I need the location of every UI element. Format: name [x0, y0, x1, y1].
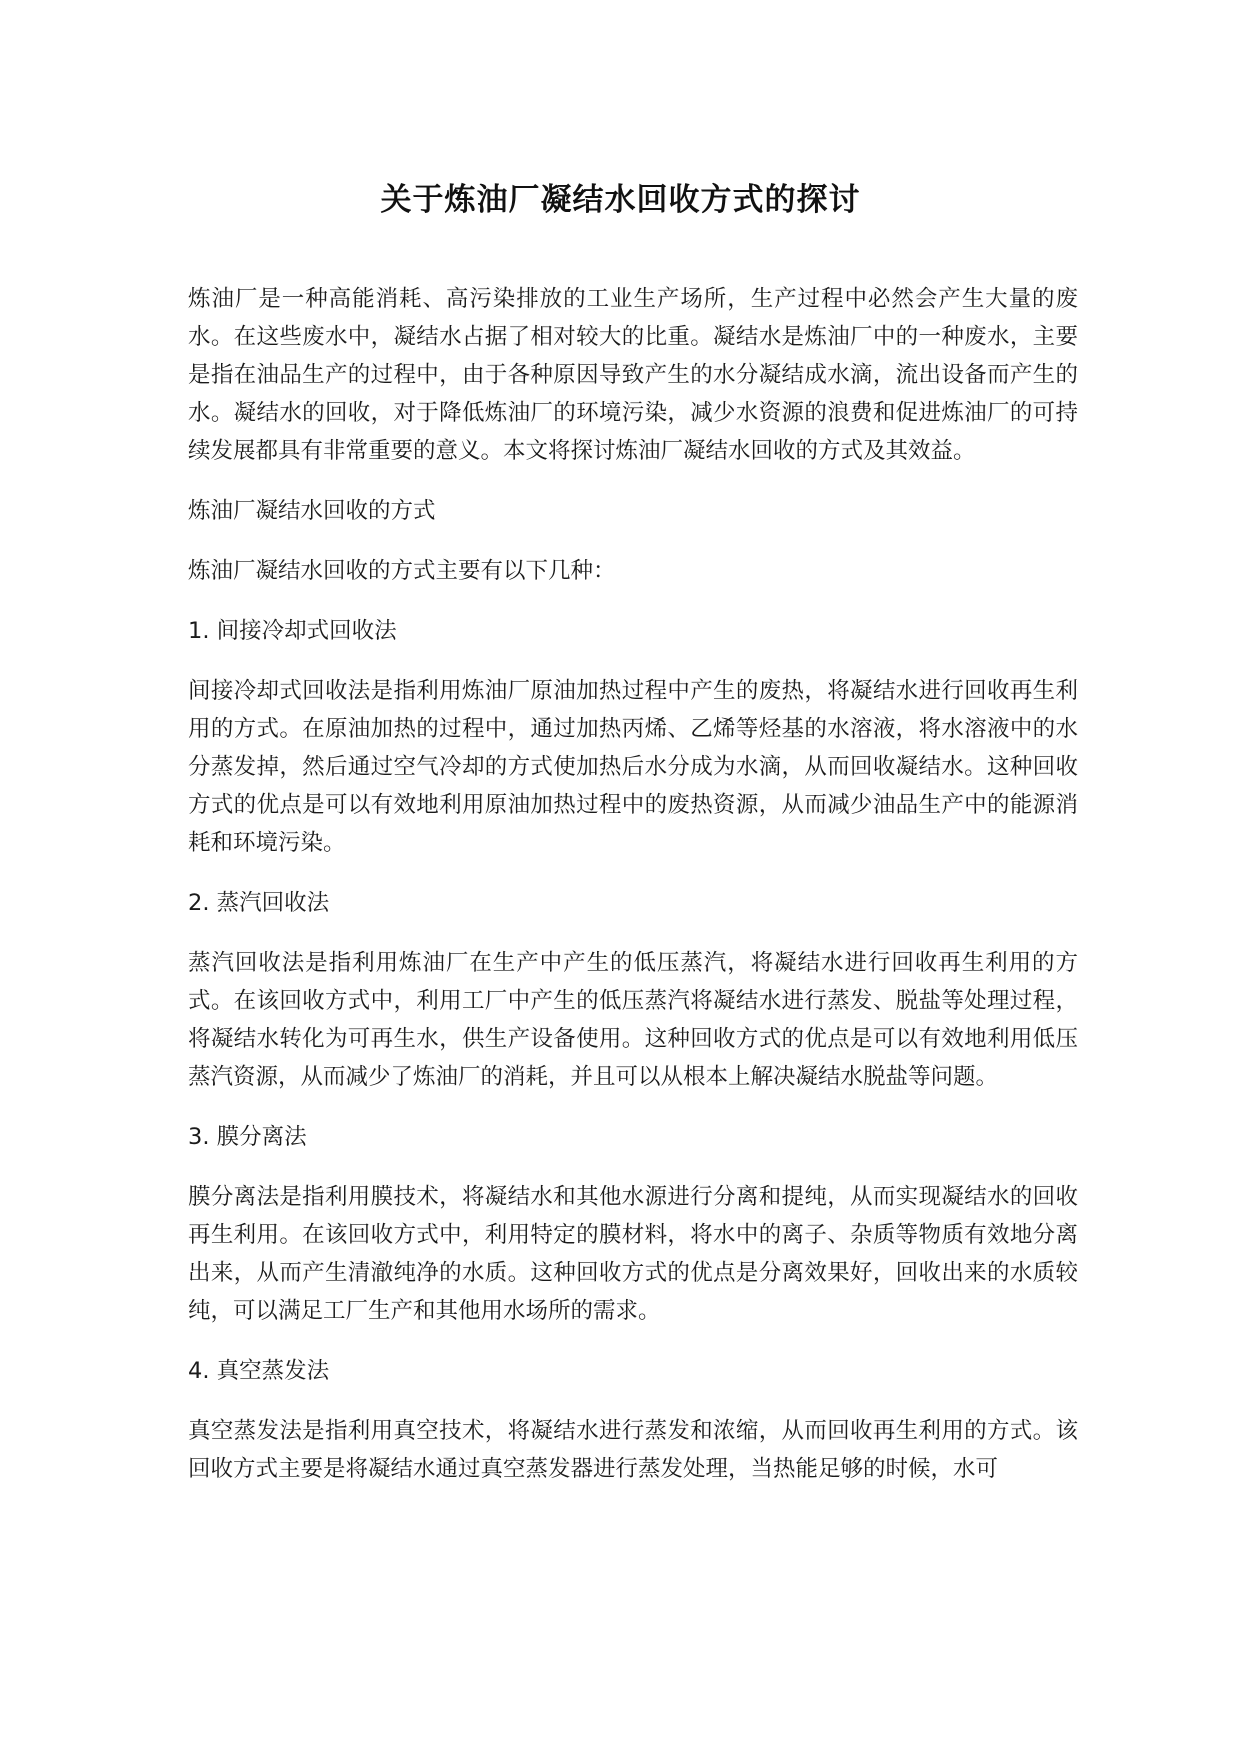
method-heading-3: 3. 膜分离法	[188, 1124, 307, 1150]
section-heading: 炼油厂凝结水回收的方式	[188, 498, 436, 524]
body-paragraph: 炼油厂凝结水回收的方式主要有以下几种：	[188, 558, 616, 584]
method-paragraph-4: 真空蒸发法是指利用真空技术，将凝结水进行蒸发和浓缩，从而回收再生利用的方式。该回收方式主要是将凝结水通过真空蒸发器进行蒸发处理，当热能足够的时候，水可	[188, 1418, 1078, 1482]
method-paragraph-1: 间接冷却式回收法是指利用炼油厂原油加热过程中产生的废热，将凝结水进行回收再生利用的方式。在原油加热的过程中，通过加热丙烯、乙烯等烃基的水溶液，将水溶液中的水分蒸发掉，然后通过空气冷却的方式使加热后水分成为水滴，从而回收凝结水。这种回收方式的优点是可以有效地利用原油加热过程中的废热资源，从而减少油品生产中的能源消耗和环境污染。	[188, 678, 1078, 856]
method-heading-2: 2. 蒸汽回收法	[188, 890, 330, 916]
method-paragraph-2: 蒸汽回收法是指利用炼油厂在生产中产生的低压蒸汽，将凝结水进行回收再生利用的方式。在该回收方式中，利用工厂中产生的低压蒸汽将凝结水进行蒸发、脱盐等处理过程，将凝结水转化为可再生水，供生产设备使用。这种回收方式的优点是可以有效地利用低压蒸汽资源，从而减少了炼油厂的消耗，并且可以从根本上解决凝结水脱盐等问题。	[188, 950, 1078, 1090]
document-title: 关于炼油厂凝结水回收方式的探讨	[380, 182, 861, 218]
method-paragraph-3: 膜分离法是指利用膜技术，将凝结水和其他水源进行分离和提纯，从而实现凝结水的回收再生利用。在该回收方式中，利用特定的膜材料，将水中的离子、杂质等物质有效地分离出来，从而产生清澈纯净的水质。这种回收方式的优点是分离效果好，回收出来的水质较纯，可以满足工厂生产和其他用水场所的需求。	[188, 1184, 1078, 1324]
intro-paragraph: 炼油厂是一种高能消耗、高污染排放的工业生产场所，生产过程中必然会产生大量的废水。在这些废水中，凝结水占据了相对较大的比重。凝结水是炼油厂中的一种废水，主要是指在油品生产的过程中，由于各种原因导致产生的水分凝结成水滴，流出设备而产生的水。凝结水的回收，对于降低炼油厂的环境污染，减少水资源的浪费和促进炼油厂的可持续发展都具有非常重要的意义。本文将探讨炼油厂凝结水回收的方式及其效益。	[188, 286, 1078, 464]
method-heading-1: 1. 间接冷却式回收法	[188, 618, 397, 644]
document-body	[188, 280, 1078, 1510]
method-heading-4: 4. 真空蒸发法	[188, 1358, 330, 1384]
